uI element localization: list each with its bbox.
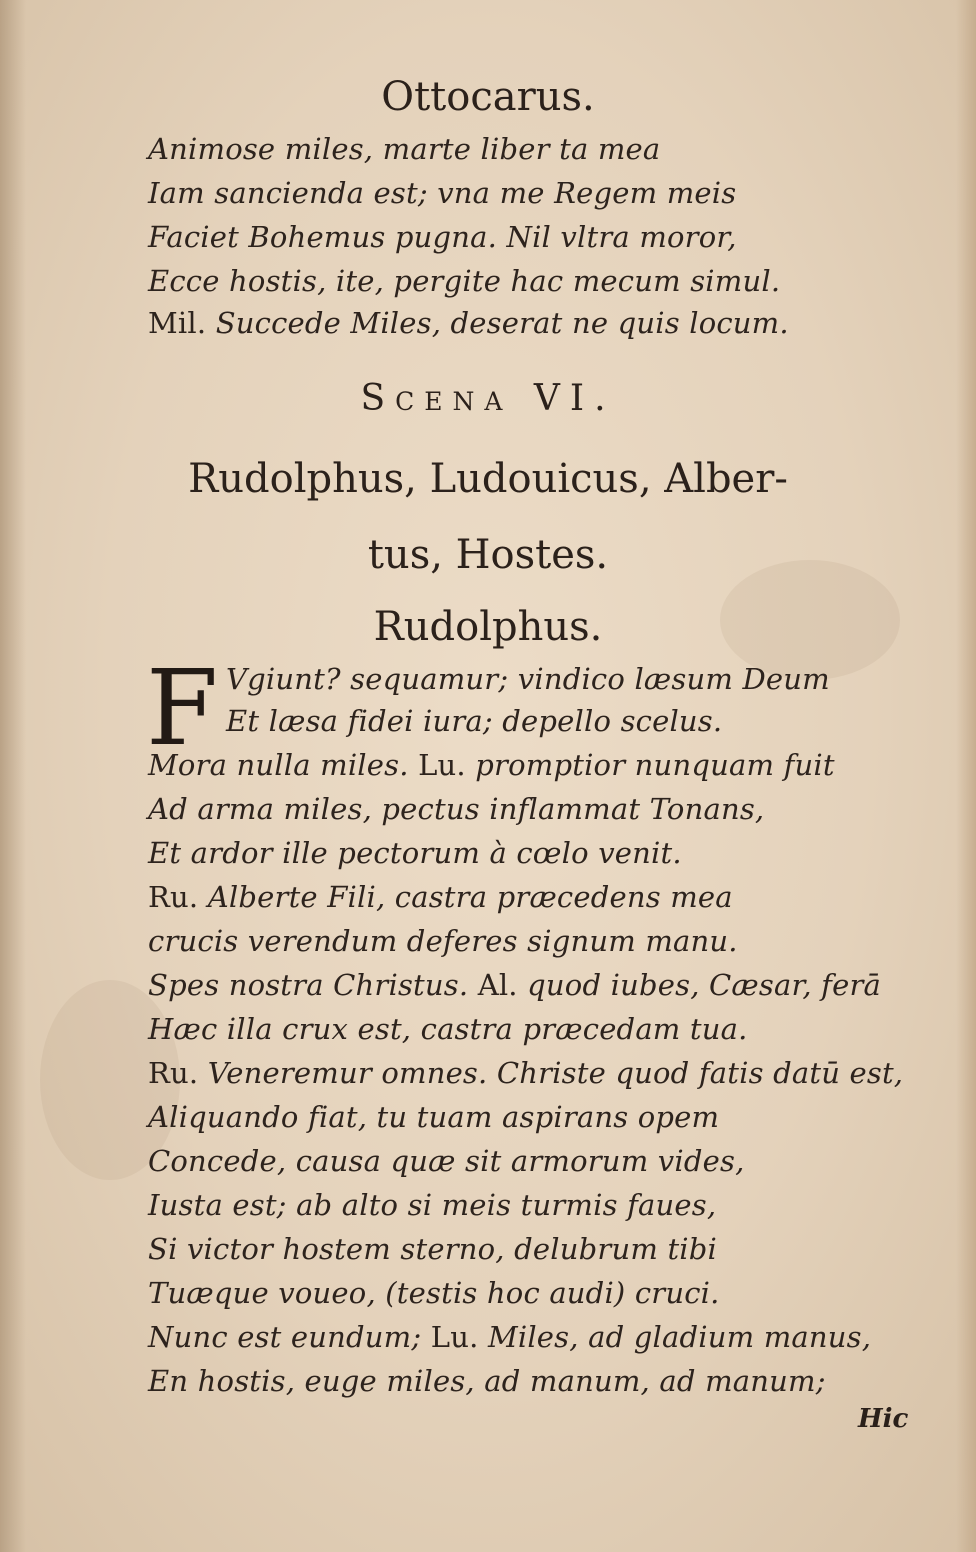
catchword: Hic: [858, 1404, 909, 1434]
speaker-abbrev: Ru.: [148, 1056, 199, 1090]
verse-line: [148, 748, 928, 782]
verse-line: Si victor hostem sterno, delubrum tibi: [148, 1232, 718, 1266]
speaker-abbrev: Ru.: [148, 880, 199, 914]
page-gutter-shadow: [0, 0, 26, 1552]
speaker-heading-rudolphus: Rudolphus.: [373, 604, 603, 650]
verse-line: [148, 880, 928, 914]
verse-line: Animose miles, marte liber ta mea: [148, 132, 661, 166]
speaker-abbrev: Lu.: [430, 1320, 479, 1354]
verse-line: [148, 968, 928, 1002]
verse-line: Hæc illa crux est, castra præcedam tua.: [148, 1012, 748, 1046]
verse-line: Ad arma miles, pectus inflammat Tonans,: [148, 792, 765, 826]
verse-line: Tuæque voueo, (testis hoc audi) cruci.: [148, 1276, 720, 1310]
speaker-heading-ottocarus: Ottocarus.: [381, 74, 595, 120]
verse-line: Et læsa fidei iura; depello scelus.: [226, 704, 723, 738]
drop-cap: F: [146, 647, 219, 769]
speaker-abbrev: Lu.: [418, 748, 466, 782]
dramatis-personae-line: tus, Hostes.: [367, 532, 609, 578]
verse-text: Veneremur omnes. Christe quod fatis datū est,: [207, 1056, 904, 1090]
page-edge-shadow: [956, 0, 976, 1552]
verse-text: Spes nostra Christus.: [148, 968, 469, 1002]
speaker-abbrev: Mil.: [148, 306, 207, 340]
verse-line: [148, 1056, 928, 1090]
verse-line: Iam sancienda est; vna me Regem meis: [148, 176, 737, 210]
verse-text: Miles, ad gladium manus,: [487, 1320, 872, 1354]
speaker-abbrev: Al.: [477, 968, 518, 1002]
verse-line: Iusta est; ab alto si meis turmis faues,: [148, 1188, 717, 1222]
verse-text: Succede Miles, deserat ne quis locum.: [215, 306, 789, 340]
verse-line: Faciet Bohemus pugna. Nil vltra moror,: [148, 220, 737, 254]
verse-line: Ecce hostis, ite, pergite hac mecum simul.: [148, 264, 781, 298]
verse-line: [148, 1320, 928, 1354]
verse-text: quod iubes, Cæsar, ferā: [527, 968, 882, 1002]
verse-line-mil: [148, 306, 928, 340]
verse-line: En hostis, euge miles, ad manum, ad manum;: [148, 1364, 826, 1398]
verse-text: Mora nulla miles.: [148, 748, 409, 782]
scene-title: Scena VI.: [360, 378, 616, 419]
verse-text: promptior nunquam fuit: [475, 748, 835, 782]
verse-line: Aliquando fiat, tu tuam aspirans opem: [148, 1100, 720, 1134]
verse-line: Et ardor ille pectorum à cœlo venit.: [148, 836, 682, 870]
dramatis-personae-line: Rudolphus, Ludouicus, Alber-: [188, 456, 788, 502]
verse-text: Nunc est eundum;: [148, 1320, 422, 1354]
verse-line: Concede, causa quæ sit armorum vides,: [148, 1144, 745, 1178]
verse-line: crucis verendum deferes signum manu.: [148, 924, 738, 958]
verse-text: Alberte Fili, castra præcedens mea: [207, 880, 733, 914]
verse-line: Vgiunt? sequamur; vindico læsum Deum: [226, 662, 830, 696]
